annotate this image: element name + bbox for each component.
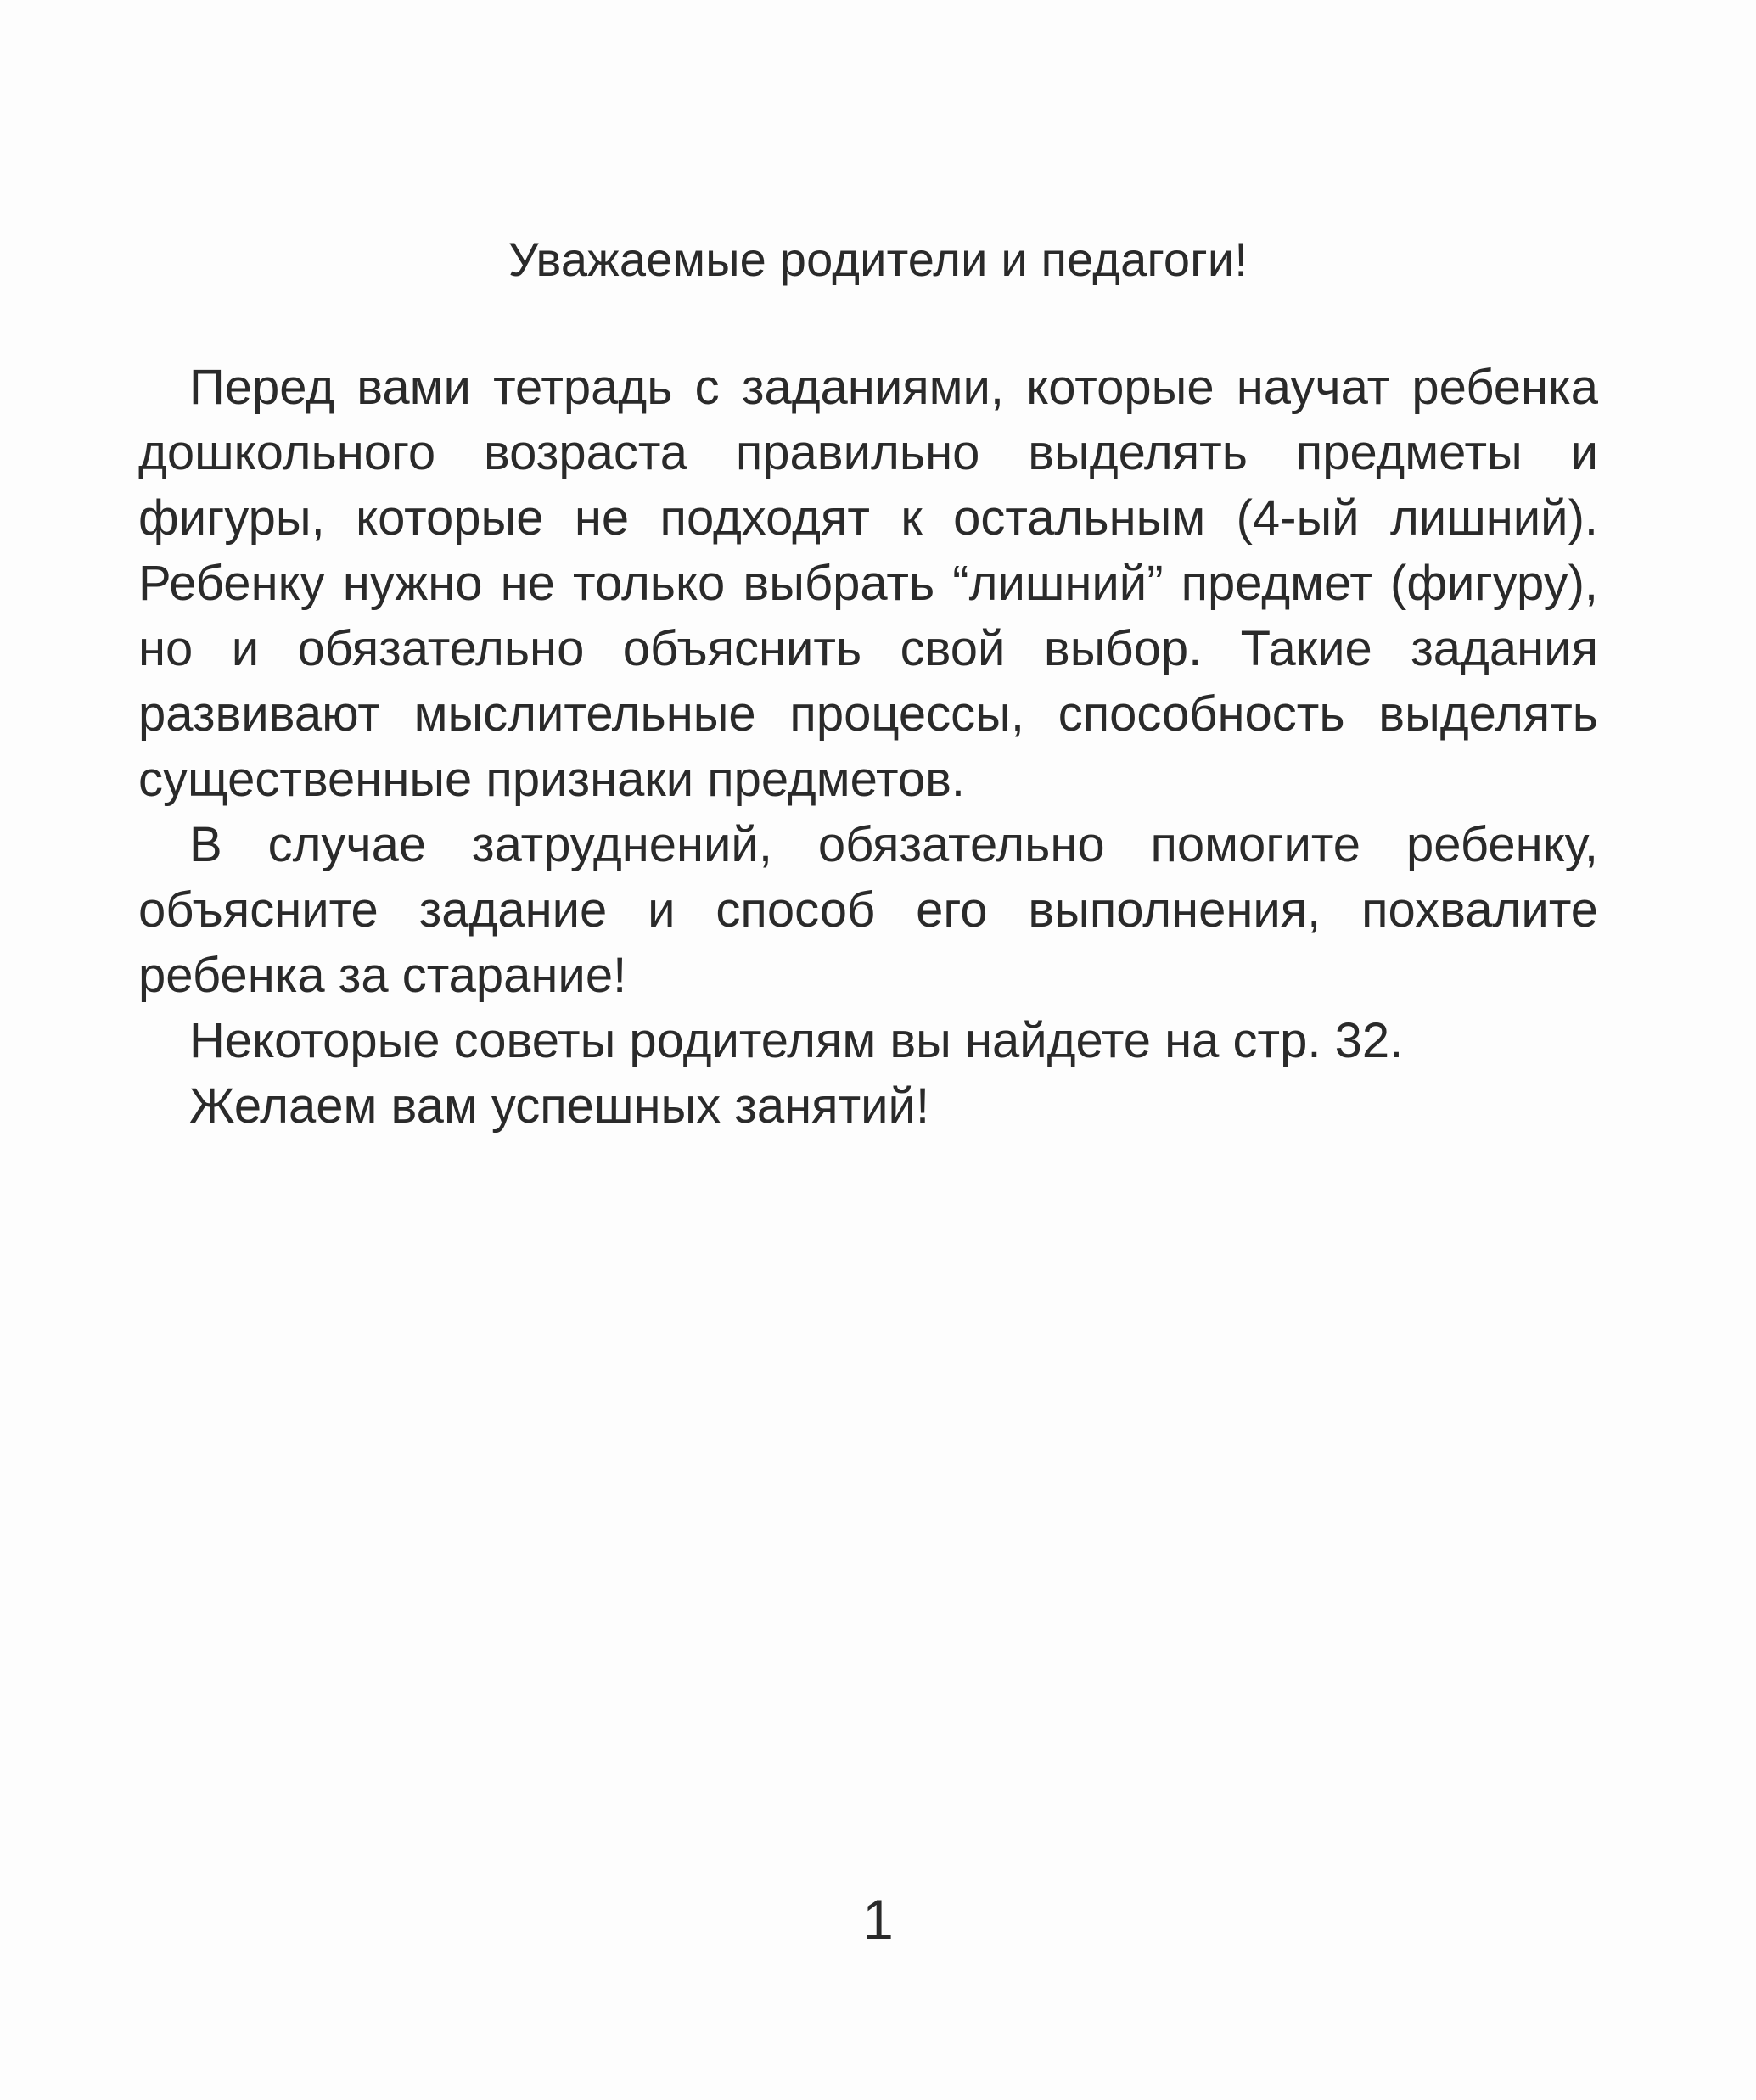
paragraph-difficulties: В случае затруднений, обязательно помогите ребенку, объясните задание и способ его выполнения, похвалите ребенка за старание!: [138, 817, 1598, 1003]
page-number: 1: [862, 1888, 894, 1951]
paragraph-wishes: Желаем вам успешных занятий!: [189, 1078, 930, 1134]
body-text: [138, 355, 1598, 1139]
page-heading: Уважаемые родители и педагоги!: [508, 232, 1248, 286]
paragraph-advice: Некоторые советы родителям вы найдете на стр. 32.: [189, 1013, 1404, 1068]
paragraph-intro: Перед вами тетрадь с заданиями, которые научат ребенка дошкольного возраста правильно выделять предметы и фигуры, которые не подходят к остальным (4-ый лишний). Ребенку нужно не только выбрать “лишний” предмет (фигуру), но и обязательно объяснить свой выбор. Такие задания развивают мыслительные процессы, способность выделять существенные признаки предметов.: [138, 360, 1598, 807]
